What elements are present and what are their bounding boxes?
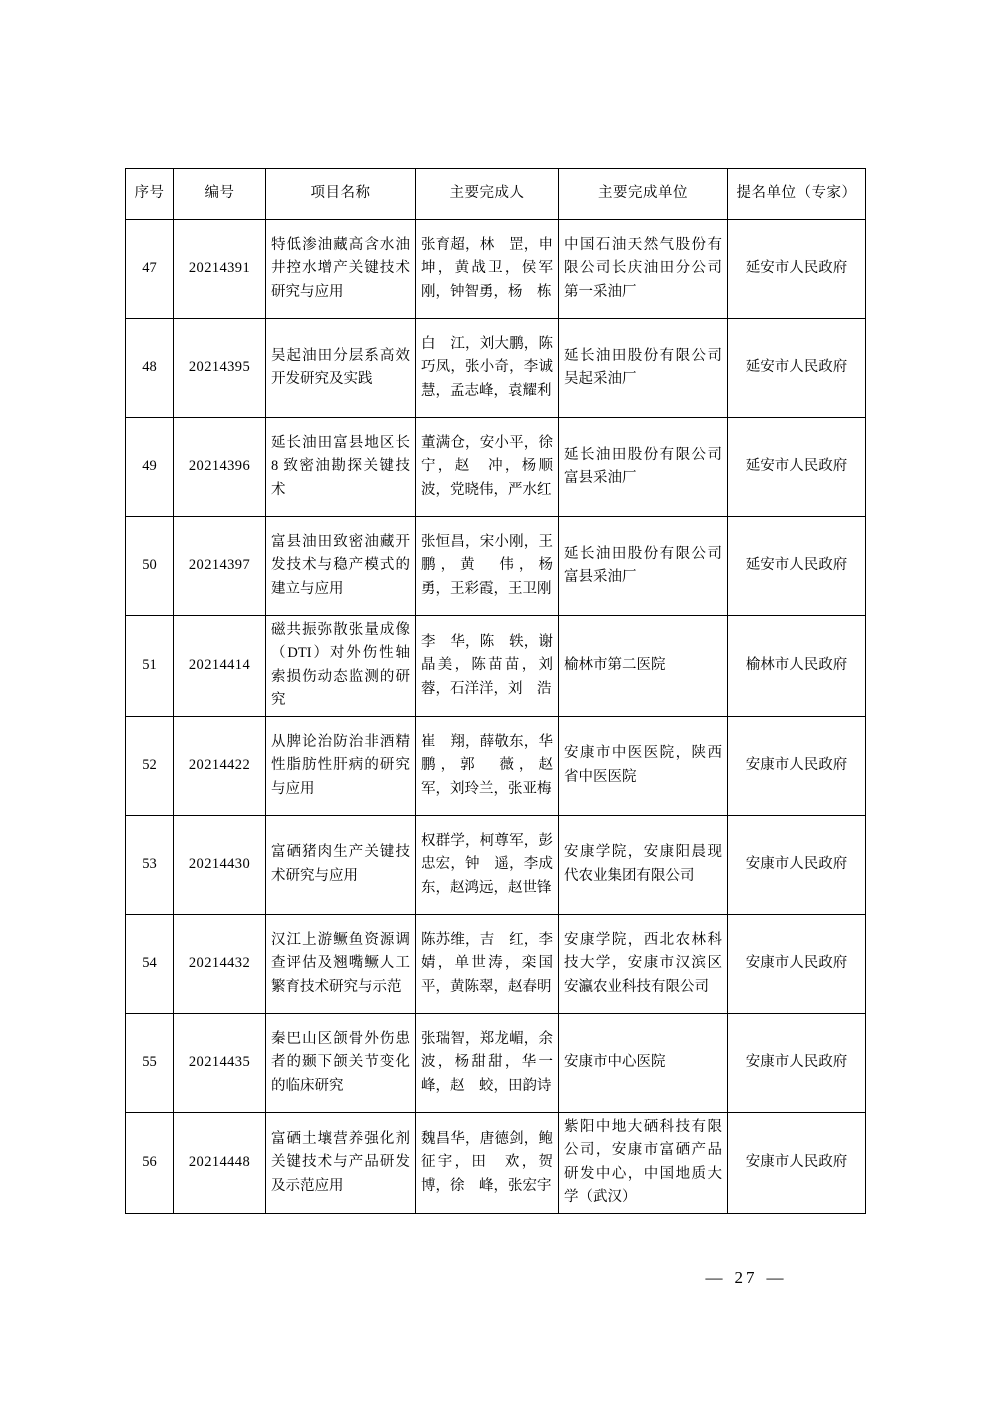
page-number-group bbox=[697, 1268, 796, 1288]
page-number: 27 bbox=[734, 1268, 758, 1287]
column-header-project-name: 项目名称 bbox=[266, 169, 416, 220]
award-projects-table bbox=[125, 168, 866, 1214]
cell-seq: 56 bbox=[126, 1112, 174, 1213]
cell-org: 延长油田股份有限公司富县采油厂 bbox=[559, 517, 728, 616]
cell-seq: 51 bbox=[126, 616, 174, 717]
cell-nominator: 安康市人民政府 bbox=[728, 1013, 866, 1112]
table-row bbox=[126, 517, 866, 616]
page-dash-right: — bbox=[766, 1268, 787, 1287]
column-header-org: 主要完成单位 bbox=[559, 169, 728, 220]
cell-project-name: 吴起油田分层系高效开发研究及实践 bbox=[266, 319, 416, 418]
cell-org: 榆林市第二医院 bbox=[559, 616, 728, 717]
cell-project-name: 磁共振弥散张量成像（DTI）对外伤性轴索损伤动态监测的研究 bbox=[266, 616, 416, 717]
column-header-code: 编号 bbox=[174, 169, 266, 220]
cell-nominator: 安康市人民政府 bbox=[728, 914, 866, 1013]
cell-code: 20214430 bbox=[174, 815, 266, 914]
table-header-row bbox=[126, 169, 866, 220]
cell-code: 20214435 bbox=[174, 1013, 266, 1112]
cell-people: 魏昌华，唐德剑，鲍征宇，田 欢，贺 博，徐 峰，张宏宇 bbox=[416, 1112, 559, 1213]
cell-project-name: 秦巴山区颌骨外伤患者的颞下颌关节变化的临床研究 bbox=[266, 1013, 416, 1112]
cell-project-name: 汉江上游鳜鱼资源调查评估及翘嘴鳜人工繁育技术研究与示范 bbox=[266, 914, 416, 1013]
page-dash-left: — bbox=[705, 1268, 726, 1287]
cell-org: 安康学院，西北农林科技大学，安康市汉滨区安瀛农业科技有限公司 bbox=[559, 914, 728, 1013]
cell-code: 20214448 bbox=[174, 1112, 266, 1213]
cell-people: 陈苏维，吉 红，李 婧，单世涛，栾国平，黄陈翠，赵春明 bbox=[416, 914, 559, 1013]
page-footer bbox=[0, 1268, 992, 1288]
column-header-seq: 序号 bbox=[126, 169, 174, 220]
cell-code: 20214391 bbox=[174, 220, 266, 319]
cell-nominator: 延安市人民政府 bbox=[728, 319, 866, 418]
cell-code: 20214432 bbox=[174, 914, 266, 1013]
cell-org: 安康市中医医院，陕西省中医医院 bbox=[559, 716, 728, 815]
cell-org: 安康学院，安康阳晨现代农业集团有限公司 bbox=[559, 815, 728, 914]
cell-code: 20214397 bbox=[174, 517, 266, 616]
table-row bbox=[126, 914, 866, 1013]
cell-people: 权群学，柯尊军，彭忠宏，钟 遥，李成东，赵鸿远，赵世锋 bbox=[416, 815, 559, 914]
cell-org: 安康市中心医院 bbox=[559, 1013, 728, 1112]
table-row bbox=[126, 716, 866, 815]
cell-code: 20214414 bbox=[174, 616, 266, 717]
cell-project-name: 延长油田富县地区长 8 致密油勘探关键技术 bbox=[266, 418, 416, 517]
column-header-nominator: 提名单位（专家） bbox=[728, 169, 866, 220]
table-body bbox=[126, 220, 866, 1214]
cell-project-name: 富县油田致密油藏开发技术与稳产模式的建立与应用 bbox=[266, 517, 416, 616]
table-row bbox=[126, 1112, 866, 1213]
table-row bbox=[126, 1013, 866, 1112]
cell-people: 白 江，刘大鹏，陈巧凤，张小奇，李诚慧，孟志峰，袁耀利 bbox=[416, 319, 559, 418]
cell-people: 董满仓，安小平，徐 宁，赵 冲，杨顺波，党晓伟，严水红 bbox=[416, 418, 559, 517]
cell-seq: 54 bbox=[126, 914, 174, 1013]
cell-seq: 47 bbox=[126, 220, 174, 319]
cell-nominator: 延安市人民政府 bbox=[728, 517, 866, 616]
cell-code: 20214396 bbox=[174, 418, 266, 517]
cell-seq: 53 bbox=[126, 815, 174, 914]
cell-org: 紫阳中地大硒科技有限公司，安康市富硒产品研发中心，中国地质大学（武汉） bbox=[559, 1112, 728, 1213]
cell-people: 张恒昌，宋小刚，王 鹏，黄 伟，杨 勇，王彩霞，王卫刚 bbox=[416, 517, 559, 616]
cell-org: 延长油田股份有限公司富县采油厂 bbox=[559, 418, 728, 517]
cell-people: 李 华，陈 轶，谢晶美，陈苗苗，刘 蓉，石洋洋，刘 浩 bbox=[416, 616, 559, 717]
table-row bbox=[126, 319, 866, 418]
cell-nominator: 延安市人民政府 bbox=[728, 418, 866, 517]
cell-code: 20214422 bbox=[174, 716, 266, 815]
column-header-people: 主要完成人 bbox=[416, 169, 559, 220]
table-row bbox=[126, 418, 866, 517]
table-row bbox=[126, 220, 866, 319]
cell-org: 中国石油天然气股份有限公司长庆油田分公司第一采油厂 bbox=[559, 220, 728, 319]
cell-code: 20214395 bbox=[174, 319, 266, 418]
table-row bbox=[126, 616, 866, 717]
cell-seq: 55 bbox=[126, 1013, 174, 1112]
cell-people: 崔 翔，薛敬东，华 鹏，郭 薇，赵 军，刘玲兰，张亚梅 bbox=[416, 716, 559, 815]
cell-nominator: 延安市人民政府 bbox=[728, 220, 866, 319]
cell-nominator: 安康市人民政府 bbox=[728, 716, 866, 815]
cell-org: 延长油田股份有限公司吴起采油厂 bbox=[559, 319, 728, 418]
cell-seq: 49 bbox=[126, 418, 174, 517]
cell-project-name: 富硒土壤营养强化剂关键技术与产品研发及示范应用 bbox=[266, 1112, 416, 1213]
table-row bbox=[126, 815, 866, 914]
cell-seq: 48 bbox=[126, 319, 174, 418]
cell-project-name: 富硒猪肉生产关键技术研究与应用 bbox=[266, 815, 416, 914]
cell-people: 张瑞智，郑龙嵋，余 波，杨甜甜，华一峰，赵 蛟，田韵诗 bbox=[416, 1013, 559, 1112]
award-table-container bbox=[125, 168, 865, 1214]
cell-people: 张育超，林 罡，申 坤，黄战卫，侯军刚，钟智勇，杨 栋 bbox=[416, 220, 559, 319]
cell-nominator: 安康市人民政府 bbox=[728, 815, 866, 914]
cell-project-name: 从脾论治防治非酒精性脂肪性肝病的研究与应用 bbox=[266, 716, 416, 815]
cell-seq: 52 bbox=[126, 716, 174, 815]
table-header bbox=[126, 169, 866, 220]
cell-seq: 50 bbox=[126, 517, 174, 616]
cell-project-name: 特低渗油藏高含水油井控水增产关键技术研究与应用 bbox=[266, 220, 416, 319]
cell-nominator: 安康市人民政府 bbox=[728, 1112, 866, 1213]
cell-nominator: 榆林市人民政府 bbox=[728, 616, 866, 717]
